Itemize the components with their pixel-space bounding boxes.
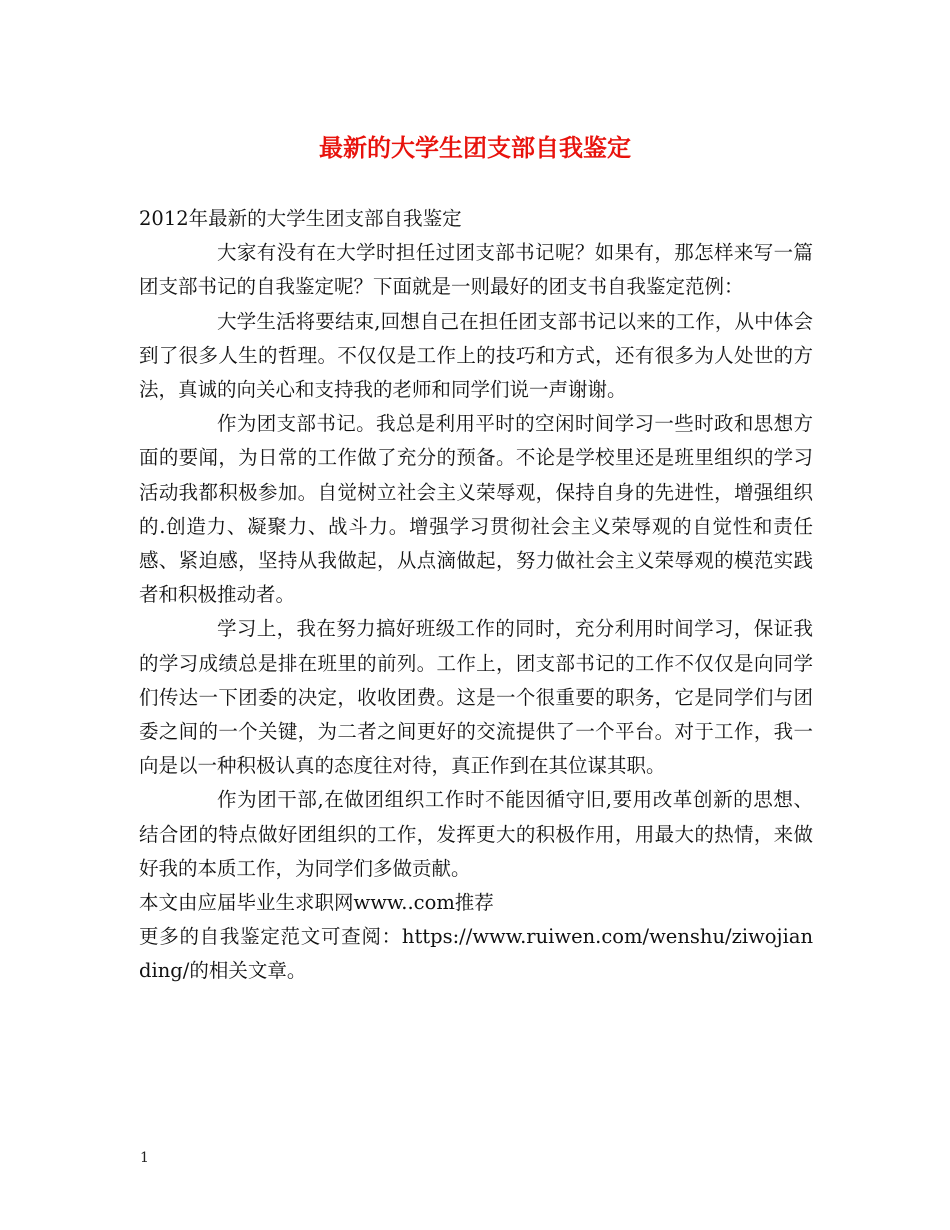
paragraph-reflection: 大学生活将要结束,回想自己在担任团支部书记以来的工作，从中体会到了很多人生的哲理。不仅仅是工作上的技巧和方式，还有很多为人处世的方法，真诚的向关心和支持我的老师和同学们说一声谢谢。 bbox=[139, 309, 813, 402]
document-subtitle: 2012年最新的大学生团支部自我鉴定 bbox=[139, 207, 462, 230]
document-title: 最新的大学生团支部自我鉴定 bbox=[319, 133, 631, 162]
more-articles-note: 更多的自我鉴定范文可查阅：https://www.ruiwen.com/wenshu/ziwojianding/的相关文章。 bbox=[139, 925, 813, 983]
document-body bbox=[139, 202, 813, 989]
paragraph-intro: 大家有没有在大学时担任过团支部书记呢？如果有，那怎样来写一篇团支部书记的自我鉴定呢？下面就是一则最好的团支书自我鉴定范例： bbox=[139, 241, 813, 299]
paragraph-study-work: 学习上，我在努力搞好班级工作的同时，充分利用时间学习，保证我的学习成绩总是排在班里的前列。工作上，团支部书记的工作不仅仅是向同学们传达一下团委的决定，收收团费。这是一个很重要的职务，它是同学们与团委之间的一个关键，为二者之间更好的交流提供了一个平台。对于工作，我一向是以一种积极认真的态度往对待，真正作到在其位谋其职。 bbox=[139, 617, 813, 778]
paragraph-secretary-role: 作为团支部书记。我总是利用平时的空闲时间学习一些时政和思想方面的要闻，为日常的工作做了充分的预备。不论是学校里还是班里组织的学习活动我都积极参加。自觉树立社会主义荣辱观，保持自身的先进性，增强组织的.创造力、凝聚力、战斗力。增强学习贯彻社会主义荣辱观的自觉性和责任感、紧迫感，坚持从我做起，从点滴做起，努力做社会主义荣辱观的模范实践者和积极推动者。 bbox=[139, 412, 813, 607]
paragraph-innovation: 作为团干部,在做团组织工作时不能因循守旧,要用改革创新的思想、结合团的特点做好团组织的工作，发挥更大的积极作用，用最大的热情，来做好我的本质工作，为同学们多做贡献。 bbox=[139, 788, 813, 880]
page-number: 1 bbox=[140, 1150, 149, 1166]
source-note: 本文由应届毕业生求职网www..com推荐 bbox=[139, 891, 494, 915]
